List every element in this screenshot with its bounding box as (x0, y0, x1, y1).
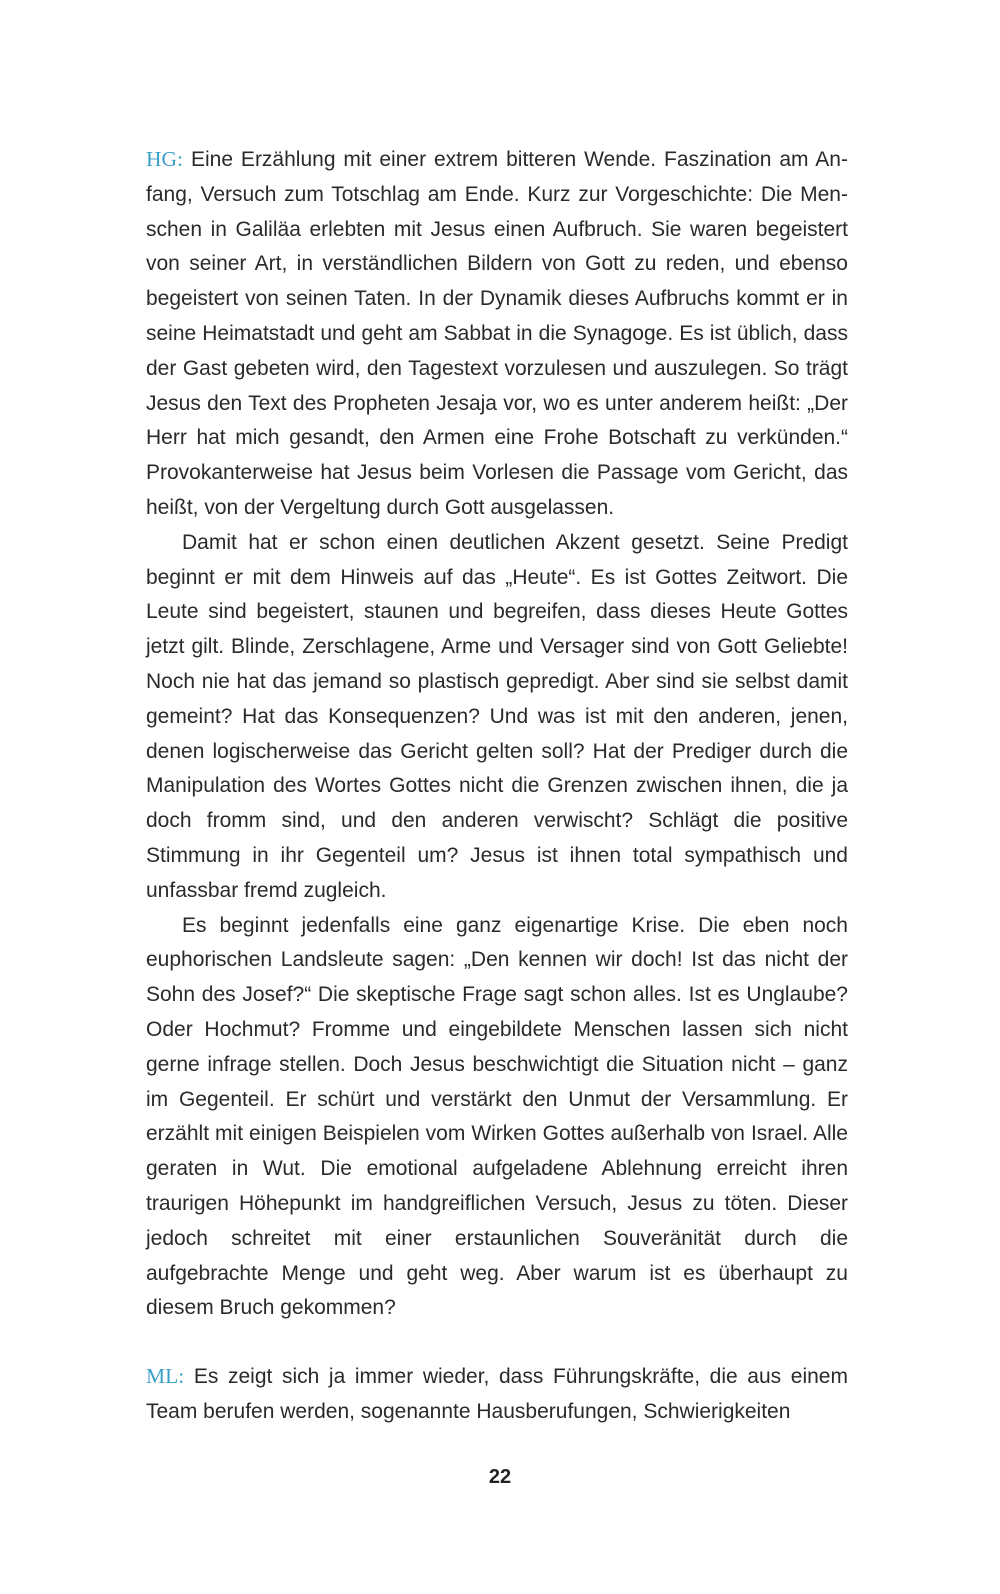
paragraph: Es beginnt jedenfalls eine ganz eigenartige Krise. Die eben noch euphorischen Landsleute sagen: „Den kennen wir doch! Ist das nicht der Sohn des Josef?“ Die skeptische Frage sagt schon alles. Ist es Unglaube? Oder Hochmut? Fromme und eingebildete Menschen lassen sich nicht gerne infrage stellen. Doch Jesus beschwichtigt die Situation nicht – ganz im Gegenteil. Er schürt und verstärkt den Unmut der Versammlung. Er erzählt mit einigen Beispielen vom Wirken Gottes außerhalb von Israel. Alle geraten in Wut. Die emotional aufgeladene Ablehnung erreicht ihren traurigen Höhepunkt im handgreiflichen Versuch, Jesus zu töten. Dieser jedoch schreitet mit einer erstaunlichen Souveränität durch die aufgebrachte Menge und geht weg. Aber warum ist es überhaupt zu diesem Bruch gekommen? (146, 913, 848, 1320)
paragraph-text: Es zeigt sich ja immer wieder, dass Führungskräfte, die aus einem Team berufen werden, sogenannte Hausberufungen, Schwierigkeiten (146, 1365, 848, 1423)
paragraph-text: Eine Erzählung mit einer extrem bitteren Wende. Faszination am Anfang, Versuch zum Totschlag am Ende. Kurz zur Vorgeschichte: Die Menschen in Galiläa erlebten mit Jesus einen Aufbruch. Sie waren begeistert von seiner Art, in verständlichen Bildern von Gott zu reden, und ebenso begeistert von seinen Taten. In der Dynamik dieses Aufbruchs kommt er in seine Heimatstadt und geht am Sabbat in die Synagoge. Es ist üblich, dass der Gast gebeten wird, den Tagestext vorzulesen und auszulegen. So trägt Jesus den Text des Propheten Jesaja vor, wo es unter anderem heißt: „Der Herr hat mich gesandt, den Armen eine Frohe Botschaft zu verkünden.“ Provokanterweise hat Jesus beim Vorlesen die Passage vom Gericht, das heißt, von der Vergeltung durch Gott ausgelassen. (146, 148, 848, 519)
speaker-label: HG: (146, 147, 184, 171)
page-body (146, 142, 848, 1430)
paragraph (146, 1359, 848, 1430)
paragraph (146, 142, 848, 526)
block-gap (146, 1326, 848, 1359)
paragraph: Damit hat er schon einen deutlichen Akzent gesetzt. Seine Predigt beginnt er mit dem Hinweis auf das „Heute“. Es ist Gottes Zeitwort. Die Leute sind begeistert, staunen und begreifen, dass dieses Heute Gottes jetzt gilt. Blinde, Zerschlagene, Arme und Versager sind von Gott Geliebte! Noch nie hat das jemand so plastisch gepredigt. Aber sind sie selbst damit gemeint? Hat das Konsequenzen? Und was ist mit den anderen, jenen, denen logischerweise das Gericht gelten soll? Hat der Prediger durch die Manipulation des Wortes Gottes nicht die Grenzen zwischen ihnen, die ja doch fromm sind, und den anderen verwischt? Schlägt die positive Stimmung in ihr Gegenteil um? Jesus ist ihnen total sympathisch und unfassbar fremd zugleich. (146, 530, 848, 902)
speaker-label: ML: (146, 1364, 185, 1389)
page-number: 22 (488, 1466, 512, 1488)
